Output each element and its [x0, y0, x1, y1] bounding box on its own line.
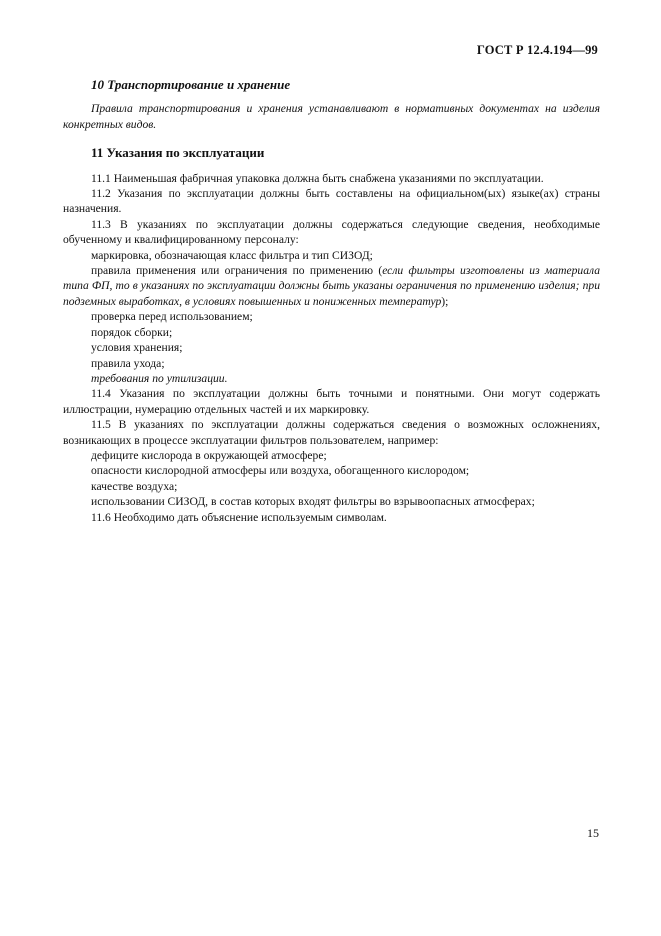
rules-text-end: );	[441, 294, 449, 308]
section-11-title: 11 Указания по эксплуатации	[91, 145, 265, 161]
list-item-care: правила ухода;	[91, 356, 165, 370]
list-item-check: проверка перед использованием;	[91, 310, 253, 324]
clause-11-3: 11.3 В указаниях по эксплуатации должны содержаться следующие сведения, необходимые обученному и квалифицированному персоналу:	[63, 217, 600, 247]
page-number: 15	[587, 826, 599, 840]
page-content	[63, 77, 600, 525]
list-item-oxygen: дефиците кислорода в окружающей атмосфере;	[91, 448, 327, 462]
section-10-text: Правила транспортирования и хранения устанавливают в нормативных документах на изделия конкретных видов.	[63, 102, 600, 131]
section-10-title: 10 Транспортирование и хранение	[91, 77, 291, 92]
clause-11-5: 11.5 В указаниях по эксплуатации должны содержаться сведения о возможных осложнениях, возникающих в процессе эксплуатации фильтров пользователем, например:	[63, 418, 600, 447]
list-item-explosive: использовании СИЗОД, в состав которых входят фильтры во взрывоопасных атмосферах;	[91, 495, 535, 509]
list-item-air: качестве воздуха;	[91, 479, 178, 493]
clause-11-2: 11.2 Указания по эксплуатации должны быть составлены на официальном(ых) языке(ах) страны назначения.	[63, 187, 600, 216]
rules-text-italic: если фильтры изготовлены из материала типа ФП, то в указаниях по эксплуатации должны быть указаны ограничения по применению изделия; при подземных выработках, в условиях повышенных и пониженных температур	[63, 264, 600, 308]
list-item-assembly: порядок сборки;	[91, 325, 173, 339]
rules-text-start: правила применения или ограничения по применению (	[91, 264, 383, 278]
clause-11-4: 11.4 Указания по эксплуатации должны быть точными и понятными. Они могут содержать иллюстрации, нумерацию отдельных частей и их маркировку.	[63, 387, 600, 416]
clause-11-6: 11.6 Необходимо дать объяснение используемым символам.	[91, 510, 387, 524]
list-item-storage: условия хранения;	[91, 341, 183, 355]
list-item-marking: маркировка, обозначающая класс фильтра и тип СИЗОД;	[91, 248, 373, 262]
list-item-danger: опасности кислородной атмосферы или воздуха, обогащенного кислородом;	[91, 464, 470, 478]
clause-11-1: 11.1 Наименьшая фабричная упаковка должна быть снабжена указаниями по эксплуатации.	[91, 171, 544, 185]
list-item-disposal: требования по утилизации.	[91, 371, 228, 385]
list-item-rules	[63, 263, 600, 309]
document-header: ГОСТ Р 12.4.194—99	[476, 43, 598, 57]
